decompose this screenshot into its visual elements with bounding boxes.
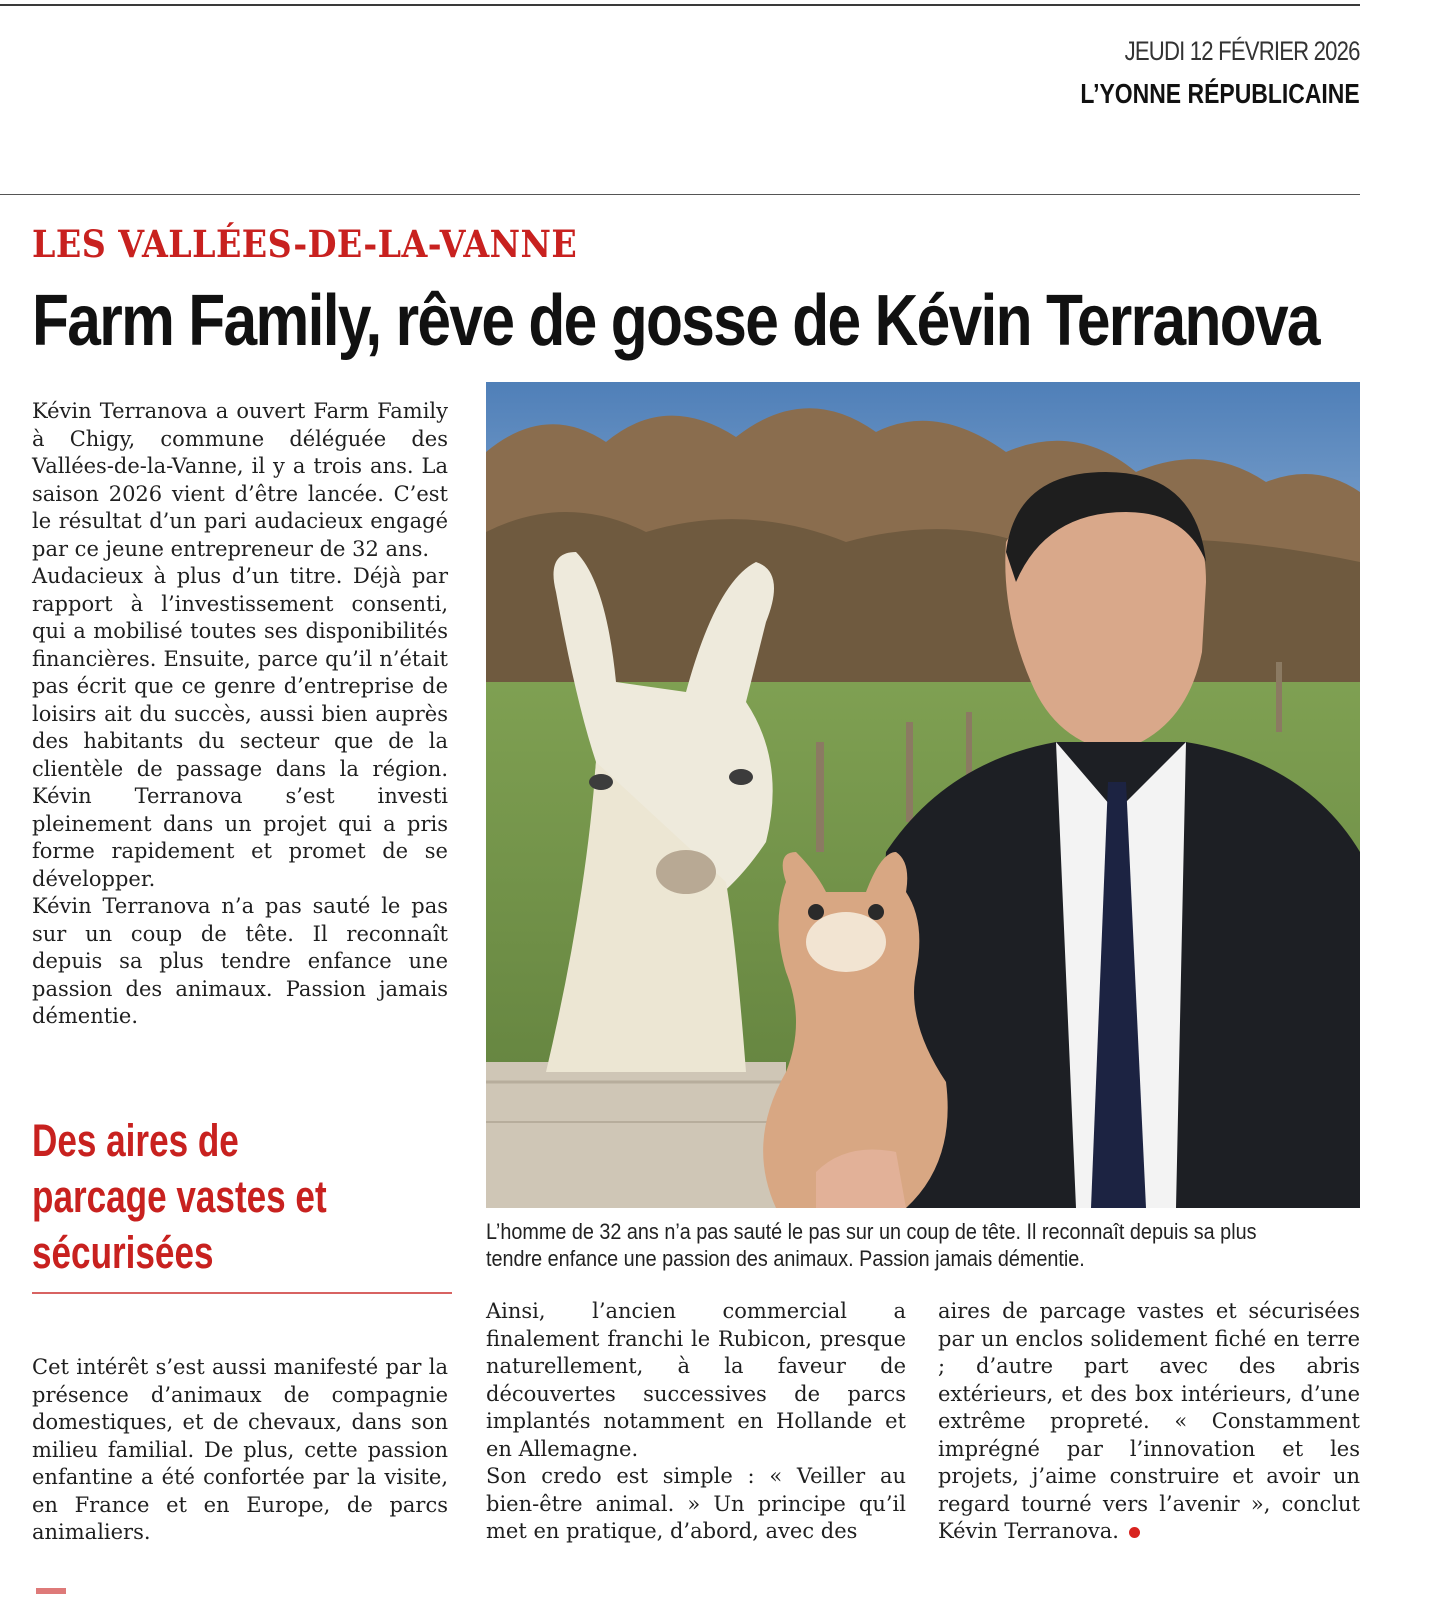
article-kicker: LES VALLÉES-DE-LA-VANNE <box>32 222 578 266</box>
intro-column <box>32 398 448 1031</box>
intro-paragraph-2: Audacieux à plus d’un titre. Déjà par rapport à l’investissement consenti, qui a mobilisé toutes ses disponibilités financières. Ensuite, parce qu’il n’était pas écrit que ce genre d’entreprise de loisirs ait du succès, aussi bien auprès des habitants du secteur que de la clientèle de passage dans la région. Kévin Terranova s’est investi pleinement dans un projet qui a pris forme rapidement et promet de se développer. <box>32 564 448 891</box>
article-headline: Farm Family, rêve de gosse de Kévin Terranova <box>32 281 1319 361</box>
body-paragraph: Cet intérêt s’est aussi manifesté par la présence d’animaux de compagnie domestiques, et de chevaux, dans son milieu familial. De plus, cette passion enfantine a été confortée par la visite, en France et en Europe, de parcs animaliers. <box>32 1355 448 1544</box>
intro-paragraph-3: Kévin Terranova n’a pas sauté le pas sur un coup de tête. Il reconnaît depuis sa plus tendre enfance une passion des animaux. Passion jamais démentie. <box>32 894 448 1028</box>
article-photo <box>486 382 1360 1208</box>
top-rule <box>0 4 1360 6</box>
intro-paragraph-1: Kévin Terranova a ouvert Farm Family à Chigy, commune déléguée des Vallées-de-la-Vanne, il y a trois ans. La saison 2026 vient d’être lancée. C’est le résultat d’un pari audacieux engagé par ce jeune entrepreneur de 32 ans. <box>32 399 448 561</box>
header-rule <box>0 194 1360 195</box>
body-paragraph: Son credo est simple : « Veiller au bien-être animal. » Un principe qu’il met en pratique, d’abord, avec des <box>486 1464 906 1543</box>
issue-date: JEUDI 12 FÉVRIER 2026 <box>1124 36 1360 66</box>
body-column-left <box>32 1354 448 1547</box>
subhead-rule <box>32 1292 452 1294</box>
body-paragraph: aires de parcage vastes et sécurisées par un enclos solidement fiché en terre ; d’autre part avec des abris extérieurs, et des box intérieurs, d’une extrême propreté. « Constamment imprégné par l’innovation et les projets, j’aime construire et avoir un regard tourné vers l’avenir », conclut Kévin Terranova. <box>938 1299 1360 1543</box>
body-column-middle <box>486 1298 906 1546</box>
body-column-right <box>938 1298 1360 1546</box>
photo-caption: L’homme de 32 ans n’a pas sauté le pas sur un coup de tête. Il reconnaît depuis sa plus tendre enfance une passion des animaux. Passion jamais démentie. <box>486 1219 1257 1271</box>
section-subhead: Des aires de parcage vastes et sécurisées <box>32 1115 327 1278</box>
newspaper-name: L’YONNE RÉPUBLICAINE <box>1080 78 1360 109</box>
body-paragraph: Ainsi, l’ancien commercial a finalement franchi le Rubicon, presque naturellement, à la faveur de découvertes successives de parcs implantés notamment en Hollande et en Allemagne. <box>486 1299 906 1461</box>
body-paragraph-end <box>938 1298 1360 1546</box>
next-article-mark <box>36 1588 66 1594</box>
photo-illustration <box>486 382 1360 1208</box>
end-of-article-dot <box>1129 1527 1140 1538</box>
